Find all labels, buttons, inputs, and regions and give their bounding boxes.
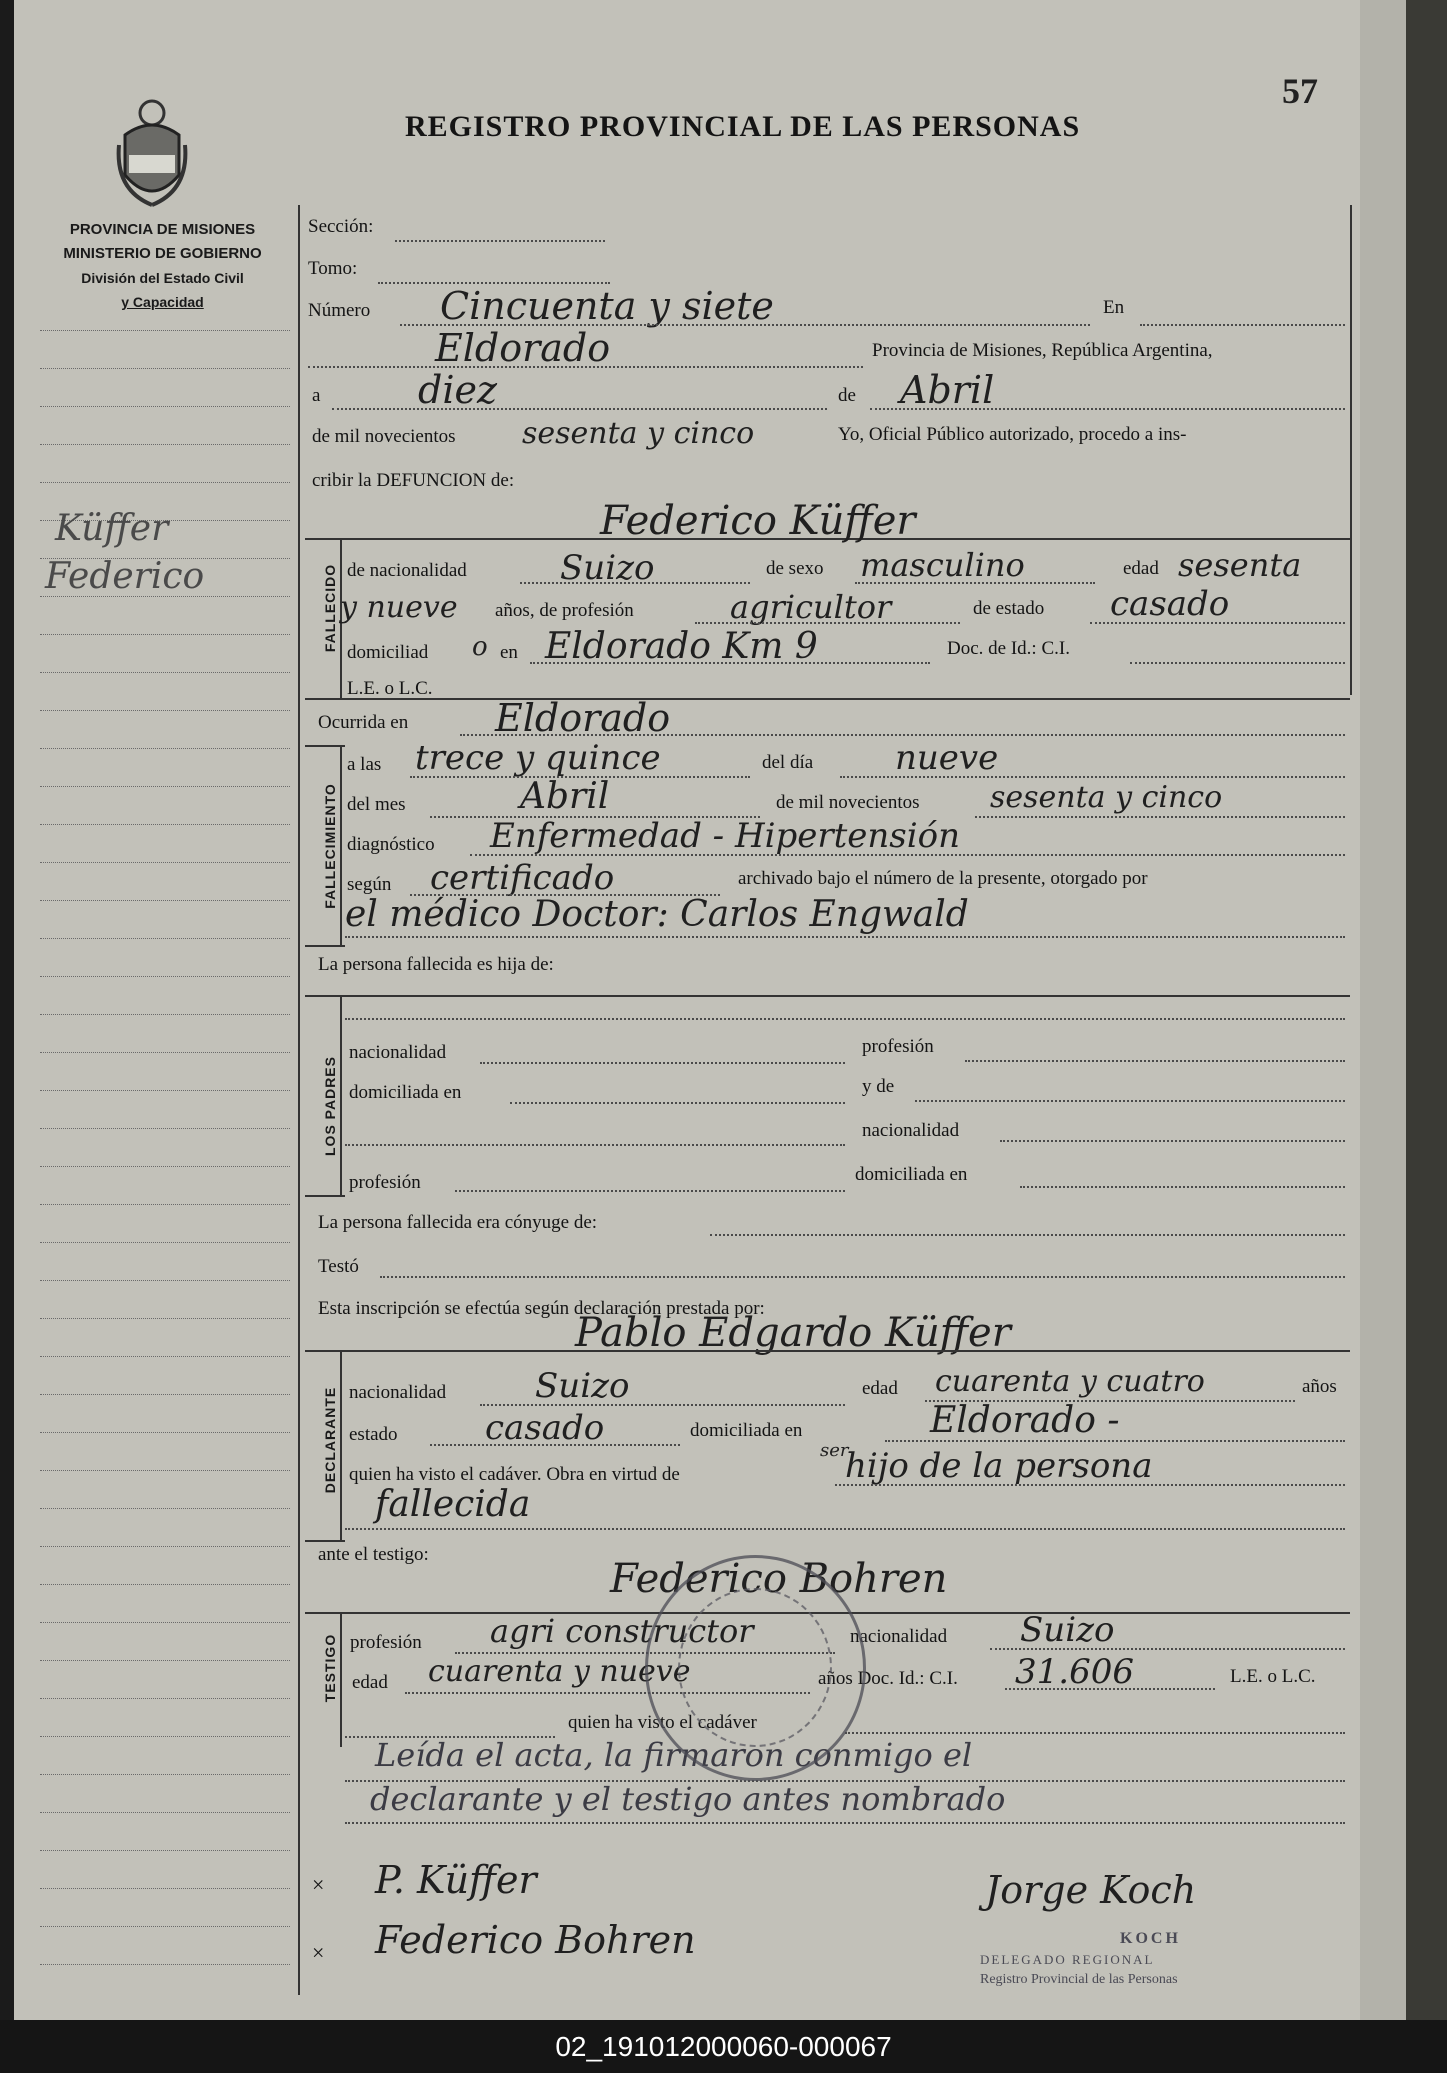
frame-left-border [298,205,300,1995]
label-anios-profesion: años, de profesión [495,600,634,621]
label-decl-nacionalidad: nacionalidad [349,1382,447,1403]
hw-vinculo: hijo de la persona [845,1446,1153,1486]
label-madre-nacionalidad: nacionalidad [862,1120,960,1141]
padres-top-rule [305,995,1350,997]
label-y-de: y de [862,1076,895,1097]
label-decl-domiciliada: domiciliada en [690,1420,803,1441]
label-inscribir: cribir la DEFUNCION de: [312,470,515,491]
official-seal-stamp [645,1555,866,1781]
label-decl-edad: edad [862,1378,898,1399]
label-en: En [1103,297,1125,318]
hw-sexo: masculino [860,546,1025,584]
page-fold [1360,0,1406,2020]
hw-hora: trece y quince [415,738,661,778]
page-title: REGISTRO PROVINCIAL DE LAS PERSONAS [405,110,1081,143]
label-testo: Testó [318,1256,359,1277]
signature-mark-1: × [312,1872,325,1897]
hw-decl-nacionalidad: Suizo [535,1366,630,1406]
side-label-testigo: TESTIGO [322,1633,338,1703]
label-diagnostico: diagnóstico [347,834,435,855]
label-a-las: a las [347,754,382,775]
label-provincia: Provincia de Misiones, República Argentina, [872,340,1213,361]
hw-lugar: Eldorado [435,326,611,370]
coat-of-arms-icon [115,95,190,210]
hw-t-edad: cuarenta y nueve [428,1654,691,1689]
label-t-cadaver: quien ha visto el cadáver [568,1712,757,1733]
hw-decl-estado: casado [485,1408,605,1448]
label-padre-profesion: profesión [862,1036,934,1057]
testigo-label-border [340,1612,342,1747]
officer-stamp-role: DELEGADO REGIONAL [980,1952,1155,1967]
margin-firstname: Federico [45,556,205,597]
hw-ser: ser [820,1440,849,1461]
hw-medico: el médico Doctor: Carlos Engwald [345,894,969,935]
book-spine [1406,0,1447,2020]
officer-stamp-office: Registro Provincial de las Personas [980,1972,1178,1987]
declarante-top-rule [305,1350,1350,1352]
label-inscripcion: Esta inscripción se efectúa según declaración prestada por: [318,1298,765,1319]
label-decl-estado: estado [349,1424,398,1445]
hw-cierre-2: declarante y el testigo antes nombrado [370,1780,1006,1818]
label-edad: edad [1123,558,1159,579]
fallecido-bottom-rule [305,698,1350,700]
label-ocurrida: Ocurrida en [318,712,409,733]
label-le-lc: L.E. o L.C. [347,678,433,699]
issuer-capacidad: y Capacidad [121,294,204,310]
signature-testigo: Federico Bohren [375,1918,696,1962]
label-t-profesion: profesión [350,1632,422,1653]
fallecimiento-label-border [340,745,342,945]
label-del-mes: del mes [347,794,406,815]
hw-decl-edad: cuarenta y cuatro [935,1364,1205,1399]
label-seccion: Sección: [308,216,374,237]
hw-anio-fall: sesenta y cinco [990,780,1223,815]
label-t-le-lc: L.E. o L.C. [1230,1666,1316,1687]
label-t-edad: edad [352,1672,388,1693]
issuer-ministry: MINISTERIO DE GOBIERNO [63,245,262,262]
label-doc-id: Doc. de Id.: C.I. [947,638,1070,659]
label-madre-domiciliada: domiciliada en [855,1164,968,1185]
side-label-declarante: DECLARANTE [322,1386,338,1494]
hw-t-nacionalidad: Suizo [1020,1610,1115,1650]
label-de-mil: de mil novecientos [312,426,456,447]
label-t-anios-doc: años Doc. Id.: C.I. [818,1668,958,1689]
signature-mark-2: × [312,1940,325,1965]
issuer-division: División del Estado Civil [81,270,244,286]
signature-oficial: Jorge Koch [985,1868,1197,1912]
label-tomo: Tomo: [308,258,358,279]
declarante-label-border [340,1350,342,1540]
margin-surname: Küffer [55,508,169,549]
label-numero: Número [308,300,371,321]
label-de-nacionalidad: de nacionalidad [347,560,467,581]
hw-numero: Cincuenta y siete [440,284,774,328]
label-madre-profesion: profesión [349,1172,421,1193]
label-de-estado: de estado [973,598,1045,619]
side-label-fallecimiento: FALLECIMIENTO [322,783,338,909]
label-padre-domiciliada: domiciliada en [349,1082,462,1103]
hw-domicilio-o: o [472,632,488,662]
hw-mes-fall: Abril [520,776,610,817]
side-label-padres: LOS PADRES [322,1056,338,1156]
hw-testigo: Federico Bohren [610,1556,948,1602]
hw-nombre: Federico Küffer [600,498,916,544]
hw-edad-2: y nueve [340,590,458,625]
hw-anio: sesenta y cinco [522,416,755,451]
side-label-fallecido: FALLECIDO [322,563,338,653]
label-de-mil-nov: de mil novecientos [776,792,920,813]
padres-label-border [340,995,342,1195]
officer-stamp-name: KOCH [1120,1930,1181,1947]
label-padre-nacionalidad: nacionalidad [349,1042,447,1063]
label-a: a [312,385,321,406]
label-domiciliad: domiciliad [347,642,429,663]
hw-diagnostico: Enfermedad - Hipertensión [490,816,960,856]
issuer-block [40,218,285,314]
image-id-footer: 02_191012000060-000067 [0,2020,1447,2073]
label-de-sexo: de sexo [766,558,824,579]
officer-stamp [960,1930,1280,2000]
label-en-dom: en [500,642,518,663]
hw-dia: diez [418,368,497,412]
hw-dia-fall: nueve [895,738,999,778]
issuer-province: PROVINCIA DE MISIONES [69,221,256,238]
label-decl-anios: años [1302,1376,1337,1397]
hw-domicilio: Eldorado Km 9 [545,626,818,667]
frame-right-border [1350,205,1352,695]
hw-nacionalidad: Suizo [560,548,655,588]
hw-segun: certificado [430,858,615,898]
label-archivado: archivado bajo el número de la presente, otorgado por [738,868,1148,889]
hw-t-profesion: agri constructor [490,1612,754,1650]
label-conyuge: La persona fallecida era cónyuge de: [318,1212,598,1233]
hw-cierre-1: Leída el acta, la firmaron conmigo el [375,1736,973,1774]
label-del-dia: del día [762,752,814,773]
hw-declarante: Pablo Edgardo Küffer [575,1310,1011,1356]
hw-profesion: agricultor [730,588,892,626]
label-oficial: Yo, Oficial Público autorizado, procedo a ins- [838,424,1187,445]
label-hija-de: La persona fallecida es hija de: [318,954,554,975]
page-number: 57 [1282,71,1318,111]
hw-decl-domicilio: Eldorado - [930,1400,1120,1441]
signature-declarante: P. Küffer [375,1858,537,1902]
hw-t-ci: 31.606 [1015,1652,1134,1692]
hw-mes: Abril [900,368,995,412]
label-cadaver: quien ha visto el cadáver. Obra en virtud de [349,1464,680,1485]
hw-edad-1: sesenta [1178,546,1302,584]
hw-estado: casado [1110,584,1230,624]
label-ante-testigo: ante el testigo: [318,1544,429,1565]
label-de: de [838,385,856,406]
hw-ocurrida: Eldorado [495,696,671,740]
label-segun: según [347,874,392,895]
label-t-nacionalidad: nacionalidad [850,1626,948,1647]
hw-vinculo-2: fallecida [375,1484,531,1525]
